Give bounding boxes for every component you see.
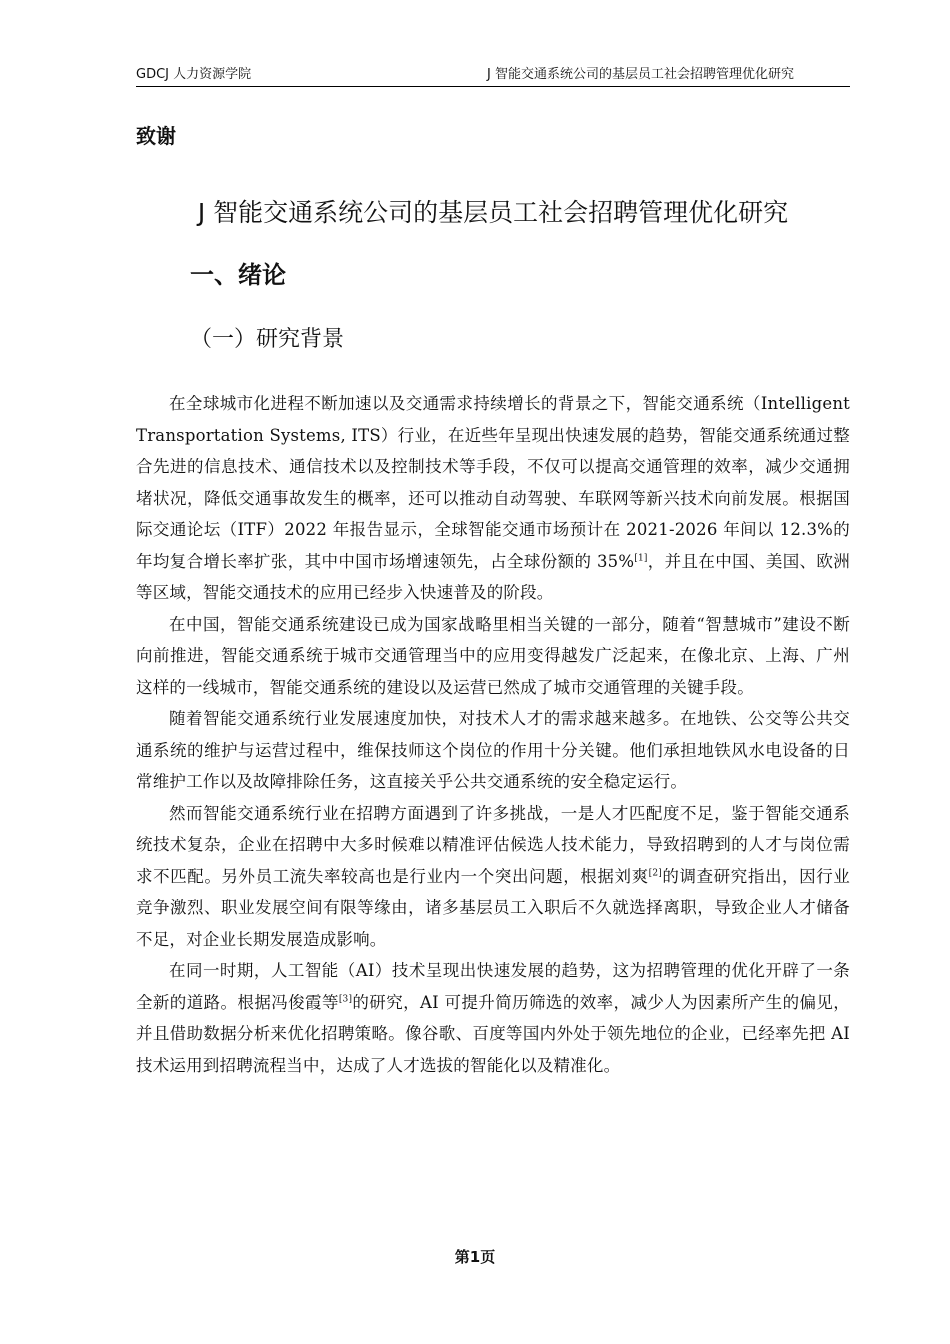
header-institution: GDCJ 人力资源学院 (136, 67, 252, 82)
paragraph (136, 798, 850, 956)
acknowledgement-heading: 致谢 (136, 124, 176, 148)
page-number: 第1页 (454, 1248, 496, 1266)
paragraph (136, 609, 850, 704)
citation-ref[interactable]: [2] (648, 868, 663, 878)
running-header (136, 66, 850, 87)
citation-ref[interactable]: [3] (338, 994, 353, 1004)
paragraph (136, 955, 850, 1081)
body-text (136, 388, 850, 1081)
subsection-heading: （一）研究背景 (190, 327, 345, 352)
document-title: J 智能交通系统公司的基层员工社会招聘管理优化研究 (197, 198, 789, 227)
paragraph-text: 随着智能交通系统行业发展速度加快，对技术人才的需求越来越多。在地铁、公交等公共交通系统的维护与运营过程中，维保技师这个岗位的作用十分关键。他们承担地铁风水电设备的日常维护工作以及故障排除任务，这直接关乎公共交通系统的安全稳定运行。 (136, 709, 850, 791)
section-heading: 一、绪论 (190, 261, 286, 289)
paragraph-text: 在全球城市化进程不断加速以及交通需求持续增长的背景之下，智能交通系统（Intelligent Transportation Systems, ITS）行业，在近些年呈现出快速发展的趋势，智能交通系统通过整合先进的信息技术、通信技术以及控制技术等手段，不仅可以提高交通管理的效率，减少交通拥堵状况，降低交通事故发生的概率，还可以推动自动驾驶、车联网等新兴技术向前发展。根据国际交通论坛（ITF）2022 年报告显示，全球智能交通市场预计在 2021-2026 年间以 12.3%的年均复合增长率扩张，其中中国市场增速领先，占全球份额的 35% (136, 394, 850, 571)
paragraph-text: ，并且在中国、美国、欧洲等区域，智能交通技术的应用已经步入快速普及的阶段。 (136, 551, 850, 602)
paragraph (136, 703, 850, 798)
paragraph-text: 在中国，智能交通系统建设已成为国家战略里相当关键的一部分，随着“智慧城市”建设不断向前推进，智能交通系统于城市交通管理当中的应用变得越发广泛起来，在像北京、上海、广州这样的一线城市，智能交通系统的建设以及运营已然成了城市交通管理的关键手段。 (136, 614, 850, 697)
paragraph-text: 然而智能交通系统行业在招聘方面遇到了许多挑战，一是人才匹配度不足，鉴于智能交通系统技术复杂，企业在招聘中大多时候难以精准评估候选人技术能力，导致招聘到的人才与岗位需求不匹配。另外员工流失率较高也是行业内一个突出问题，根据刘爽 (136, 803, 850, 886)
paragraph-text: 的调查研究指出，因行业竞争激烈、职业发展空间有限等缘由，诸多基层员工入职后不久就选择离职，导致企业人才储备不足，对企业长期发展造成影响。 (136, 866, 851, 949)
paragraph-text: 的研究，AI 可提升简历筛选的效率，减少人为因素所产生的偏见，并且借助数据分析来优化招聘策略。像谷歌、百度等国内外处于领先地位的企业，已经率先把 AI 技术运用到招聘流程当中，达成了人才选拔的智能化以及精准化。 (136, 992, 850, 1075)
paragraph (136, 388, 850, 609)
citation-ref[interactable]: [1] (634, 553, 648, 563)
paragraph-text: 在同一时期，人工智能（AI）技术呈现出快速发展的趋势，这为招聘管理的优化开辟了一条全新的道路。根据冯俊霞等 (136, 961, 850, 1012)
header-thesis-title: J 智能交通系统公司的基层员工社会招聘管理优化研究 (487, 67, 794, 82)
